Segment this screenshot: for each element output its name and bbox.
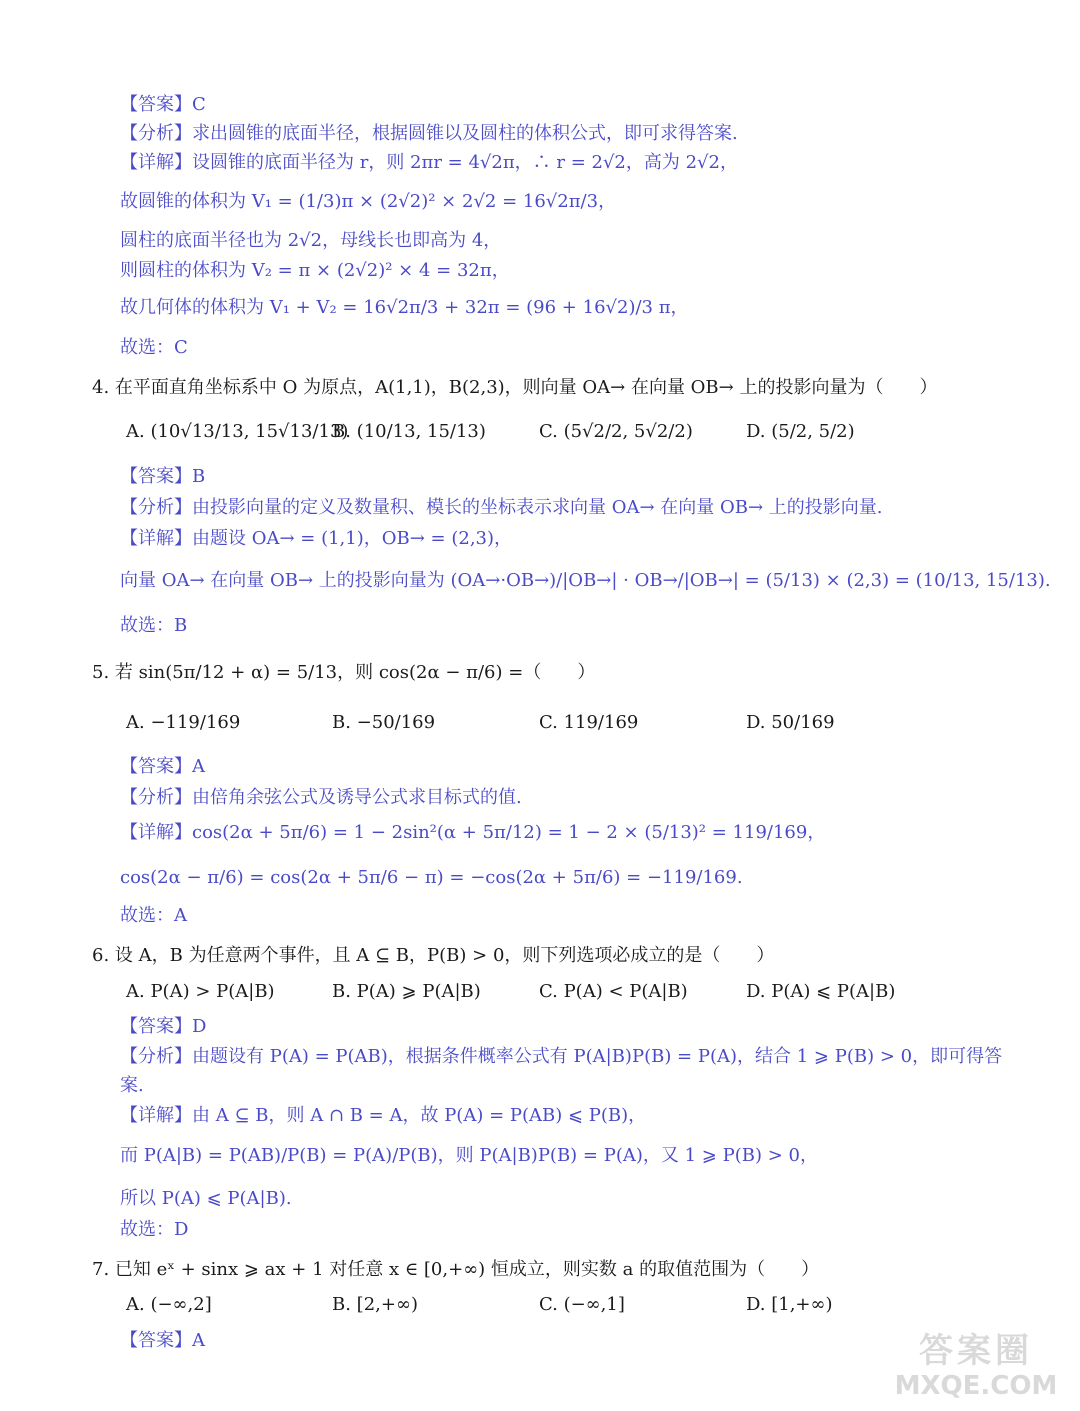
watermark-url: MXQE.COM (894, 1371, 1058, 1401)
watermark-title: 答案圈 (919, 1331, 1033, 1371)
q6-option-a: A. P(A) > P(A|B) (126, 981, 275, 1002)
q6-analysis: 案. (120, 1075, 144, 1096)
q7-option-a: A. (−∞,2] (126, 1294, 212, 1315)
q4-detail-line: 【详解】由题设 OA→ = (1,1)，OB→ = (2,3)， (120, 528, 513, 549)
q4-option-a: A. (10√13/13, 15√13/13) (126, 421, 349, 442)
q6-answer: 【答案】D (120, 1016, 207, 1037)
q4-option-c: C. (5√2/2, 5√2/2) (539, 421, 693, 442)
q6-choose: 故选：D (120, 1219, 189, 1240)
q3-detail-line: 则圆柱的体积为 V₂ = π × (2√2)² × 4 = 32π， (120, 260, 510, 281)
q4-option-d: D. (5/2, 5/2) (746, 421, 855, 442)
q7-option-b: B. [2,+∞) (332, 1294, 418, 1315)
q6-stem: 6. 设 A，B 为任意两个事件，且 A ⊆ B，P(B) > 0，则下列选项必成立的是（ ） (92, 945, 775, 966)
q5-answer: 【答案】A (120, 756, 205, 777)
q6-option-b: B. P(A) ⩾ P(A|B) (332, 981, 481, 1002)
q5-detail-line: cos(2α − π/6) = cos(2α + 5π/6 − π) = −cos(2α + 5π/6) = −119/169. (120, 867, 743, 888)
q6-option-d: D. P(A) ⩽ P(A|B) (746, 981, 896, 1002)
q5-choose: 故选：A (120, 905, 187, 926)
q4-analysis: 【分析】由投影向量的定义及数量积、模长的坐标表示求向量 OA→ 在向量 OB→ 上的投影向量. (120, 497, 883, 518)
q3-detail-line: 故几何体的体积为 V₁ + V₂ = 16√2π/3 + 32π = (96 + 16√2)/3 π， (120, 297, 689, 318)
q3-detail-line: 【详解】设圆锥的底面半径为 r，则 2πr = 4√2π，∴ r = 2√2，高为 2√2， (120, 152, 738, 173)
q5-option-c: C. 119/169 (539, 712, 639, 733)
q3-choose: 故选：C (120, 337, 188, 358)
q6-analysis: 【分析】由题设有 P(A) = P(AB)，根据条件概率公式有 P(A|B)P(B) = P(A)，结合 1 ⩾ P(B) > 0，即可得答 (120, 1046, 1003, 1067)
q3-analysis: 【分析】求出圆锥的底面半径，根据圆锥以及圆柱的体积公式，即可求得答案. (120, 123, 738, 144)
q5-option-a: A. −119/169 (126, 712, 241, 733)
q7-option-c: C. (−∞,1] (539, 1294, 625, 1315)
q7-answer: 【答案】A (120, 1330, 205, 1351)
q4-detail-line: 向量 OA→ 在向量 OB→ 上的投影向量为 (OA→·OB→)/|OB→| · OB→/|OB→| = (5/13) × (2,3) = (10/13, 15/13). (120, 570, 1051, 591)
q6-detail-line: 【详解】由 A ⊆ B，则 A ∩ B = A，故 P(A) = P(AB) ⩽ P(B)， (120, 1105, 647, 1126)
q5-option-d: D. 50/169 (746, 712, 835, 733)
q5-stem: 5. 若 sin(5π/12 + α) = 5/13，则 cos(2α − π/6) =（ ） (92, 662, 596, 683)
q3-detail-line: 圆柱的底面半径也为 2√2，母线长也即高为 4， (120, 230, 502, 251)
q7-option-d: D. [1,+∞) (746, 1294, 833, 1315)
q4-answer: 【答案】B (120, 466, 206, 487)
q4-stem: 4. 在平面直角坐标系中 O 为原点，A(1,1)，B(2,3)，则向量 OA→ 在向量 OB→ 上的投影向量为（ ） (92, 377, 938, 398)
q4-option-b: B. (10/13, 15/13) (332, 421, 486, 442)
q6-detail-line: 而 P(A|B) = P(AB)/P(B) = P(A)/P(B)，则 P(A|B)P(B) = P(A)，又 1 ⩾ P(B) > 0， (120, 1145, 818, 1166)
q6-option-c: C. P(A) < P(A|B) (539, 981, 688, 1002)
q5-analysis: 【分析】由倍角余弦公式及诱导公式求目标式的值. (120, 787, 522, 808)
watermark-logo (886, 1333, 1066, 1405)
q3-answer: 【答案】C (120, 94, 206, 115)
q5-detail-line: 【详解】cos(2α + 5π/6) = 1 − 2sin²(α + 5π/12) = 1 − 2 × (5/13)² = 119/169， (120, 822, 826, 843)
q4-choose: 故选：B (120, 615, 188, 636)
q3-detail-line: 故圆锥的体积为 V₁ = (1/3)π × (2√2)² × 2√2 = 16√2π/3， (120, 191, 617, 212)
q5-option-b: B. −50/169 (332, 712, 436, 733)
q7-stem: 7. 已知 eˣ + sinx ⩾ ax + 1 对任意 x ∈ [0,+∞) 恒成立，则实数 a 的取值范围为（ ） (92, 1259, 820, 1280)
q6-detail-line: 所以 P(A) ⩽ P(A|B). (120, 1188, 292, 1209)
